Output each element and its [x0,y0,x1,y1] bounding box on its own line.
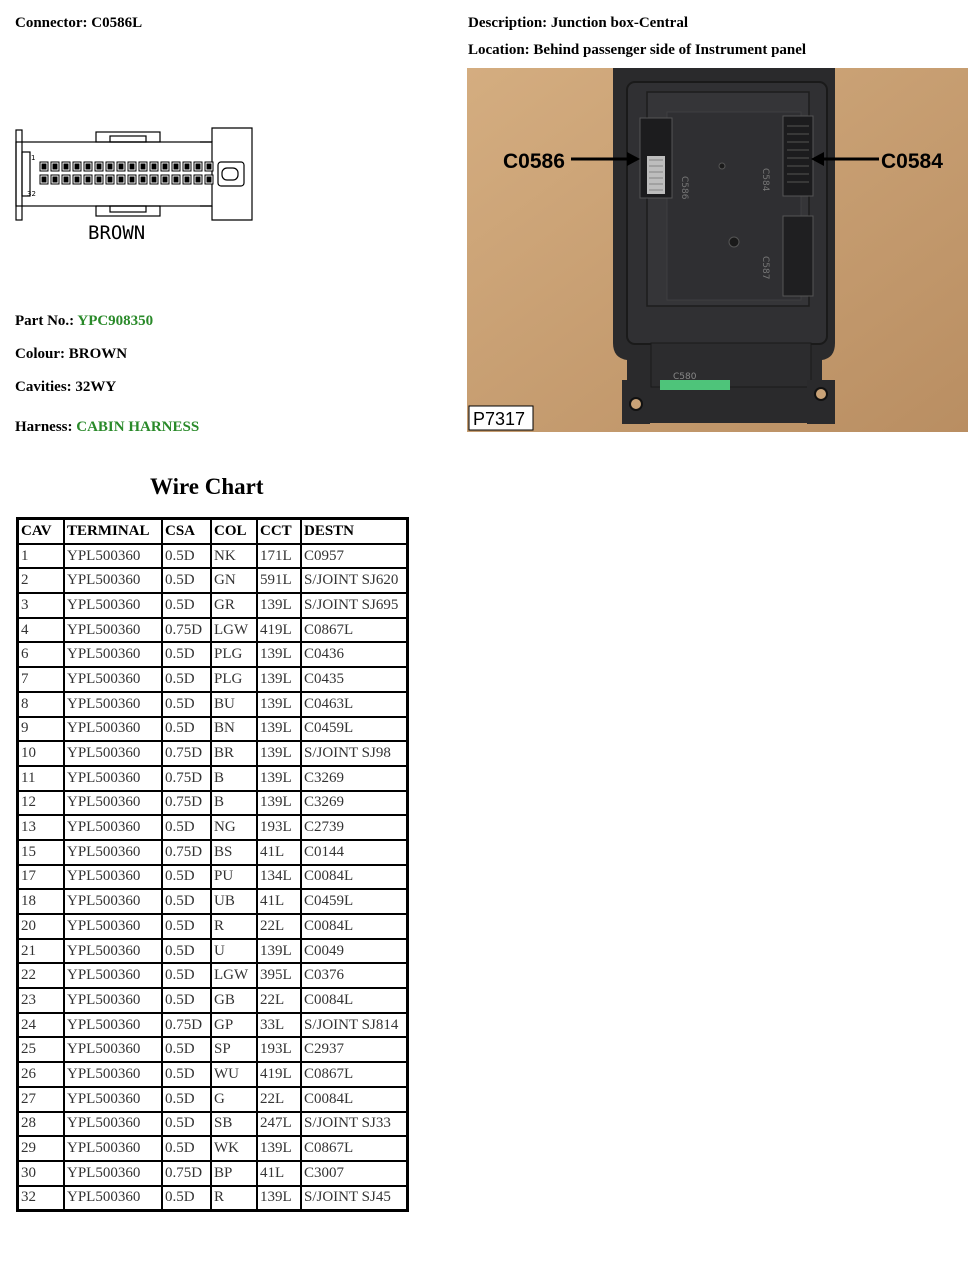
cavities-label: Cavities: [15,379,72,395]
terminal-cell: YPL500360 [64,667,162,692]
terminal-cell: YPL500360 [64,1112,162,1137]
col-cell: B [211,766,257,791]
cct-cell: 193L [257,815,301,840]
col-cell: GR [211,593,257,618]
col-cell: NG [211,815,257,840]
terminal-cell: YPL500360 [64,988,162,1013]
connector-pin-contact [163,164,167,169]
colour-value: BROWN [68,346,128,362]
connector-pin-contact [97,164,101,169]
cct-cell: 22L [257,914,301,939]
destn-cell: C0867L [301,1062,408,1087]
col-cell: LGW [211,618,257,643]
cct-cell: 41L [257,889,301,914]
destn-cell: C3007 [301,1161,408,1186]
connector-pin-contact [185,164,189,169]
part-number-line [15,313,153,330]
connector-pin-contact [141,177,145,182]
cav-cell: 28 [18,1112,65,1137]
connector-pin-contact [75,177,79,182]
col-cell: R [211,914,257,939]
table-row [18,815,408,840]
cav-cell: 11 [18,766,65,791]
connector-pin-contact [119,177,123,182]
cct-cell: 134L [257,865,301,890]
terminal-cell: YPL500360 [64,568,162,593]
csa-cell: 0.5D [162,717,211,742]
destn-cell: C2739 [301,815,408,840]
connector-pin-contact [207,177,211,182]
col-cav-header: CAV [18,519,65,544]
cct-cell: 419L [257,1062,301,1087]
col-cell: GB [211,988,257,1013]
cav-cell: 18 [18,889,65,914]
destn-cell: S/JOINT SJ45 [301,1186,408,1211]
cav-cell: 24 [18,1013,65,1038]
terminal-cell: YPL500360 [64,544,162,569]
cav-cell: 17 [18,865,65,890]
c587-board-label: C587 [760,256,770,280]
location-value: Behind passenger side of Instrument panel [533,42,807,58]
connector-pin-contact [152,164,156,169]
csa-cell: 0.5D [162,889,211,914]
cct-cell: 139L [257,939,301,964]
col-col-header: COL [211,519,257,544]
csa-cell: 0.5D [162,568,211,593]
cct-cell: 139L [257,1136,301,1161]
cav-cell: 2 [18,568,65,593]
cct-cell: 22L [257,988,301,1013]
cct-cell: 171L [257,544,301,569]
cav-cell: 22 [18,963,65,988]
connector-pin-contact [86,164,90,169]
csa-cell: 0.5D [162,642,211,667]
terminal-cell: YPL500360 [64,1161,162,1186]
cav-cell: 30 [18,1161,65,1186]
csa-cell: 0.75D [162,1013,211,1038]
connector-pin-contact [86,177,90,182]
col-cell: U [211,939,257,964]
terminal-cell: YPL500360 [64,593,162,618]
csa-cell: 0.5D [162,865,211,890]
connector-pin-contact [108,177,112,182]
harness-line [15,419,199,436]
wire-chart-header-row [18,519,408,544]
harness-link[interactable]: CABIN HARNESS [76,419,200,435]
destn-cell: C0463L [301,692,408,717]
connector-pin-contact [75,164,79,169]
cav-cell: 10 [18,741,65,766]
terminal-cell: YPL500360 [64,1087,162,1112]
connector-pin-contact [64,164,68,169]
destn-cell: C0459L [301,717,408,742]
cct-cell: 139L [257,717,301,742]
table-row [18,618,408,643]
connector-pin-contact [42,164,46,169]
description-label: Description: [468,15,548,31]
destn-cell: C0084L [301,865,408,890]
cav-cell: 7 [18,667,65,692]
terminal-cell: YPL500360 [64,1037,162,1062]
connector-heading [15,15,142,32]
connector-pin-contact [53,164,57,169]
csa-cell: 0.5D [162,1186,211,1211]
col-cct-header: CCT [257,519,301,544]
connector-pin-contact [174,164,178,169]
cav-cell: 25 [18,1037,65,1062]
connector-pin-contact [64,177,68,182]
table-row [18,1037,408,1062]
csa-cell: 0.5D [162,939,211,964]
connector-pin-contact [53,177,57,182]
csa-cell: 0.5D [162,667,211,692]
destn-cell: S/JOINT SJ620 [301,568,408,593]
cct-cell: 139L [257,741,301,766]
destn-cell: S/JOINT SJ814 [301,1013,408,1038]
table-row [18,840,408,865]
col-cell: NK [211,544,257,569]
table-row [18,593,408,618]
terminal-cell: YPL500360 [64,642,162,667]
col-cell: SP [211,1037,257,1062]
c580-board-label: C580 [673,372,697,382]
cav-cell: 9 [18,717,65,742]
cav-cell: 32 [18,1186,65,1211]
cct-cell: 33L [257,1013,301,1038]
cct-cell: 139L [257,642,301,667]
csa-cell: 0.5D [162,815,211,840]
csa-cell: 0.75D [162,840,211,865]
terminal-cell: YPL500360 [64,840,162,865]
wire-chart-body [18,544,408,1211]
connector-pin-contact [185,177,189,182]
table-row [18,939,408,964]
pin-32-label: 32 [27,190,36,198]
location-label: Location: [468,42,530,58]
table-row [18,766,408,791]
connector-pin-contact [174,177,178,182]
destn-cell: C0867L [301,1136,408,1161]
col-cell: PLG [211,667,257,692]
connector-label: Connector: [15,15,88,31]
harness-label: Harness: [15,419,73,435]
table-row [18,667,408,692]
cav-cell: 20 [18,914,65,939]
cct-cell: 139L [257,766,301,791]
wire-chart-table [16,517,409,1212]
junction-box-photo-svg [467,68,968,432]
col-cell: SB [211,1112,257,1137]
table-row [18,963,408,988]
col-cell: BP [211,1161,257,1186]
csa-cell: 0.5D [162,593,211,618]
csa-cell: 0.75D [162,791,211,816]
destn-cell: C0435 [301,667,408,692]
cav-cell: 27 [18,1087,65,1112]
csa-cell: 0.5D [162,914,211,939]
wire-chart-title: Wire Chart [150,474,264,499]
table-row [18,692,408,717]
connector-pin-contact [163,177,167,182]
cavities-value: 32WY [75,379,117,395]
col-cell: BN [211,717,257,742]
description-value: Junction box-Central [550,15,688,31]
description-heading [468,15,688,32]
col-cell: PLG [211,642,257,667]
connector-pin-contact [196,164,200,169]
col-cell: GN [211,568,257,593]
table-row [18,914,408,939]
col-destn-header: DESTN [301,519,408,544]
location-heading [468,42,806,59]
terminal-cell: YPL500360 [64,1186,162,1211]
terminal-cell: YPL500360 [64,1136,162,1161]
terminal-cell: YPL500360 [64,889,162,914]
table-row [18,544,408,569]
table-row [18,1062,408,1087]
col-cell: BU [211,692,257,717]
csa-cell: 0.75D [162,766,211,791]
cav-cell: 4 [18,618,65,643]
col-cell: B [211,791,257,816]
junction-box-photo [467,68,968,432]
table-row [18,717,408,742]
table-row [18,568,408,593]
col-cell: UB [211,889,257,914]
connector-pin-contact [130,177,134,182]
cct-cell: 193L [257,1037,301,1062]
destn-cell: C0376 [301,963,408,988]
csa-cell: 0.5D [162,988,211,1013]
part-number-label: Part No.: [15,313,75,329]
cav-cell: 12 [18,791,65,816]
csa-cell: 0.5D [162,1136,211,1161]
connector-pin-contact [130,164,134,169]
table-row [18,865,408,890]
terminal-cell: YPL500360 [64,766,162,791]
cavities-line [15,379,116,396]
terminal-cell: YPL500360 [64,914,162,939]
destn-cell: C0459L [301,889,408,914]
csa-cell: 0.5D [162,1112,211,1137]
destn-cell: C0084L [301,1087,408,1112]
destn-cell: C0957 [301,544,408,569]
table-row [18,642,408,667]
c584-board-label: C584 [760,168,770,192]
cct-cell: 139L [257,791,301,816]
cav-cell: 3 [18,593,65,618]
photo-reference: P7317 [473,409,526,429]
connector-pin-contact [119,164,123,169]
cav-cell: 8 [18,692,65,717]
table-row [18,791,408,816]
table-row [18,889,408,914]
colour-label: Colour: [15,346,65,362]
cav-cell: 21 [18,939,65,964]
terminal-cell: YPL500360 [64,815,162,840]
destn-cell: C3269 [301,791,408,816]
cct-cell: 247L [257,1112,301,1137]
col-csa-header: CSA [162,519,211,544]
part-number-link[interactable]: YPC908350 [77,313,154,329]
col-cell: R [211,1186,257,1211]
cav-cell: 6 [18,642,65,667]
cct-cell: 419L [257,618,301,643]
c586-board-label: C586 [679,176,689,200]
connector-pin-contact [141,164,145,169]
destn-cell: C0867L [301,618,408,643]
csa-cell: 0.5D [162,692,211,717]
col-terminal-header: TERMINAL [64,519,162,544]
table-row [18,1013,408,1038]
col-cell: PU [211,865,257,890]
terminal-cell: YPL500360 [64,791,162,816]
terminal-cell: YPL500360 [64,741,162,766]
terminal-cell: YPL500360 [64,865,162,890]
col-cell: WU [211,1062,257,1087]
terminal-cell: YPL500360 [64,1062,162,1087]
col-cell: LGW [211,963,257,988]
connector-pin-contact [42,177,46,182]
table-row [18,1136,408,1161]
table-row [18,1087,408,1112]
pin-1-label: 1 [31,154,36,162]
destn-cell: C0049 [301,939,408,964]
csa-cell: 0.5D [162,544,211,569]
cct-cell: 22L [257,1087,301,1112]
destn-cell: C0084L [301,988,408,1013]
terminal-cell: YPL500360 [64,939,162,964]
terminal-cell: YPL500360 [64,1013,162,1038]
connector-face-drawing [14,122,256,247]
destn-cell: C0436 [301,642,408,667]
csa-cell: 0.5D [162,963,211,988]
table-row [18,1161,408,1186]
callout-c0586: C0586 [503,150,565,173]
table-row [18,741,408,766]
terminal-cell: YPL500360 [64,717,162,742]
terminal-cell: YPL500360 [64,963,162,988]
col-cell: G [211,1087,257,1112]
destn-cell: S/JOINT SJ695 [301,593,408,618]
cav-cell: 13 [18,815,65,840]
col-cell: BR [211,741,257,766]
connector-pin-contact [108,164,112,169]
cct-cell: 139L [257,593,301,618]
cav-cell: 1 [18,544,65,569]
destn-cell: S/JOINT SJ98 [301,741,408,766]
cct-cell: 139L [257,1186,301,1211]
col-cell: BS [211,840,257,865]
csa-cell: 0.75D [162,1161,211,1186]
cav-cell: 26 [18,1062,65,1087]
cct-cell: 591L [257,568,301,593]
table-row [18,1186,408,1211]
table-row [18,988,408,1013]
colour-line [15,346,127,363]
callout-c0584: C0584 [881,150,943,173]
terminal-cell: YPL500360 [64,692,162,717]
csa-cell: 0.5D [162,1062,211,1087]
cav-cell: 23 [18,988,65,1013]
cav-cell: 15 [18,840,65,865]
cct-cell: 139L [257,692,301,717]
csa-cell: 0.75D [162,618,211,643]
destn-cell: S/JOINT SJ33 [301,1112,408,1137]
connector-value: C0586L [91,15,143,31]
csa-cell: 0.75D [162,741,211,766]
table-row [18,1112,408,1137]
connector-pin-contact [152,177,156,182]
connector-pin-contact [196,177,200,182]
connector-pin-contact [207,164,211,169]
terminal-cell: YPL500360 [64,618,162,643]
cct-cell: 41L [257,840,301,865]
col-cell: WK [211,1136,257,1161]
destn-cell: C2937 [301,1037,408,1062]
cct-cell: 139L [257,667,301,692]
csa-cell: 0.5D [162,1037,211,1062]
connector-pin-contact [97,177,101,182]
csa-cell: 0.5D [162,1087,211,1112]
destn-cell: C0084L [301,914,408,939]
cct-cell: 395L [257,963,301,988]
cav-cell: 29 [18,1136,65,1161]
cct-cell: 41L [257,1161,301,1186]
destn-cell: C3269 [301,766,408,791]
drawing-caption: BROWN [88,222,146,244]
destn-cell: C0144 [301,840,408,865]
col-cell: GP [211,1013,257,1038]
connector-face-svg [14,122,256,247]
